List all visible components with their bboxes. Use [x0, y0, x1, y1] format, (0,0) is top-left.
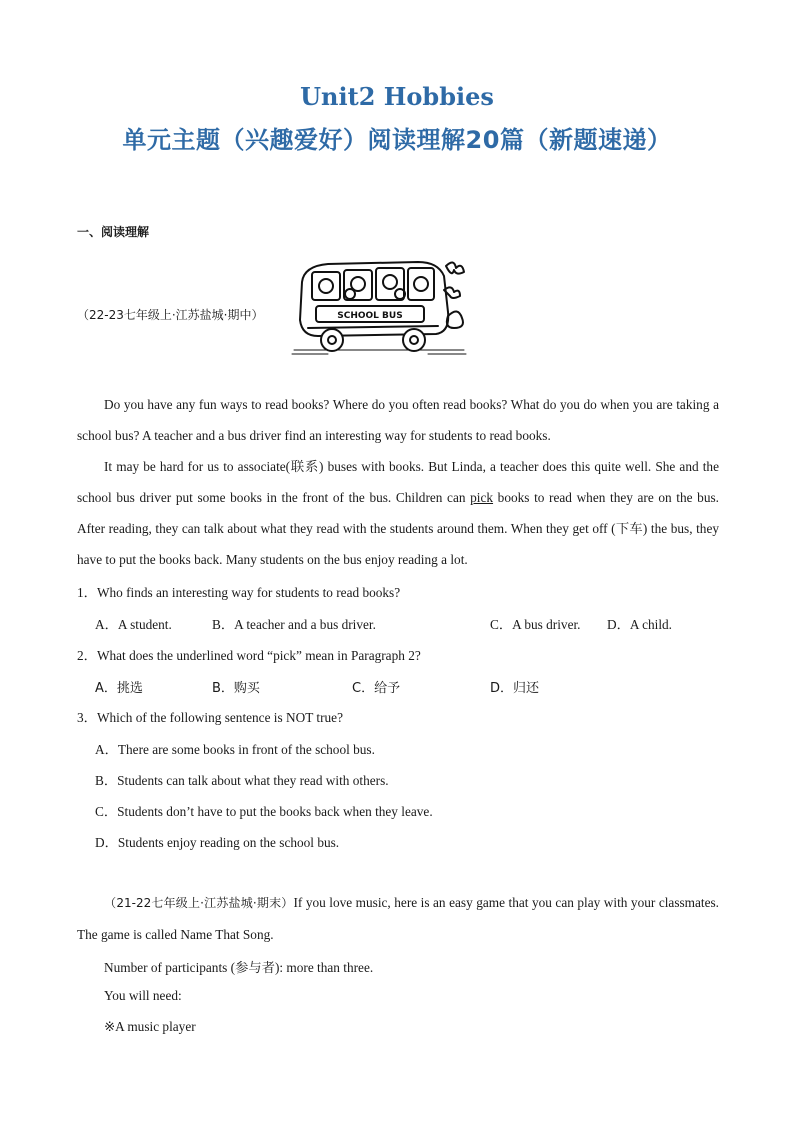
passage1-paragraph-1: Do you have any fun ways to read books? Where do you often read books? What do you do when you are taking a school bus? A teacher and a bus driver find an interesting way for students to read books.: [77, 397, 719, 443]
q2-option-c[interactable]: C．给予: [352, 681, 401, 696]
bus-sign: SCHOOL BUS: [337, 311, 403, 321]
q1-option-a[interactable]: A．A student.: [95, 617, 172, 632]
school-bus-illustration: [288, 254, 472, 366]
section-heading: 一、阅读理解: [77, 225, 150, 239]
q1-option-b[interactable]: B．A teacher and a bus driver.: [212, 617, 376, 632]
passage2-paragraph-1: （21-22七年级上·江苏盐城·期末）If you love music, here is an easy game that you can play with your classmates. The game is called Name That Song.: [77, 895, 720, 942]
need-line: You will need:: [104, 988, 182, 1003]
participants-line: Number of participants (参与者): more than three.: [104, 960, 374, 975]
q3-option-a[interactable]: A．There are some books in front of the school bus.: [95, 742, 375, 757]
question-3: 3．Which of the following sentence is NOT true?: [77, 710, 343, 725]
underlined-word: pick: [470, 490, 494, 505]
item-music-player: ※A music player: [104, 1019, 196, 1034]
passage2-source: （21-22七年级上·江苏盐城·期末）: [104, 896, 294, 910]
passage1-paragraph-2: It may be hard for us to associate(联系) buses with books. But Linda, a teacher does this quite well. She and the school bus driver put some books in the front of the bus. Children can pick books to read when they are on the bus. After reading, they can talk about what they read with the students around them. When they get off (下车) the bus, they have to put the books back. Many students on the bus enjoy reading a lot.: [77, 459, 719, 567]
question-1: 1．Who finds an interesting way for students to read books?: [77, 585, 401, 600]
q2-option-a[interactable]: A．挑选: [95, 681, 143, 696]
q1-option-c[interactable]: C．A bus driver.: [490, 617, 581, 632]
q1-option-d[interactable]: D．A child.: [607, 617, 673, 632]
question-2: 2．What does the underlined word “pick” mean in Paragraph 2?: [77, 648, 421, 663]
q3-option-b[interactable]: B．Students can talk about what they read with others.: [95, 773, 389, 788]
document-subtitle: 单元主题（兴趣爱好）阅读理解20篇（新题速递）: [122, 126, 672, 154]
document-title: Unit2 Hobbies: [300, 82, 494, 111]
passage1-source: （22-23七年级上·江苏盐城·期中）: [77, 308, 264, 322]
q3-option-c[interactable]: C．Students don’t have to put the books back when they leave.: [95, 804, 433, 819]
q2-option-d[interactable]: D．归还: [490, 681, 540, 696]
q2-option-b[interactable]: B．购买: [212, 681, 260, 696]
q3-option-d[interactable]: D．Students enjoy reading on the school bus.: [95, 835, 340, 850]
